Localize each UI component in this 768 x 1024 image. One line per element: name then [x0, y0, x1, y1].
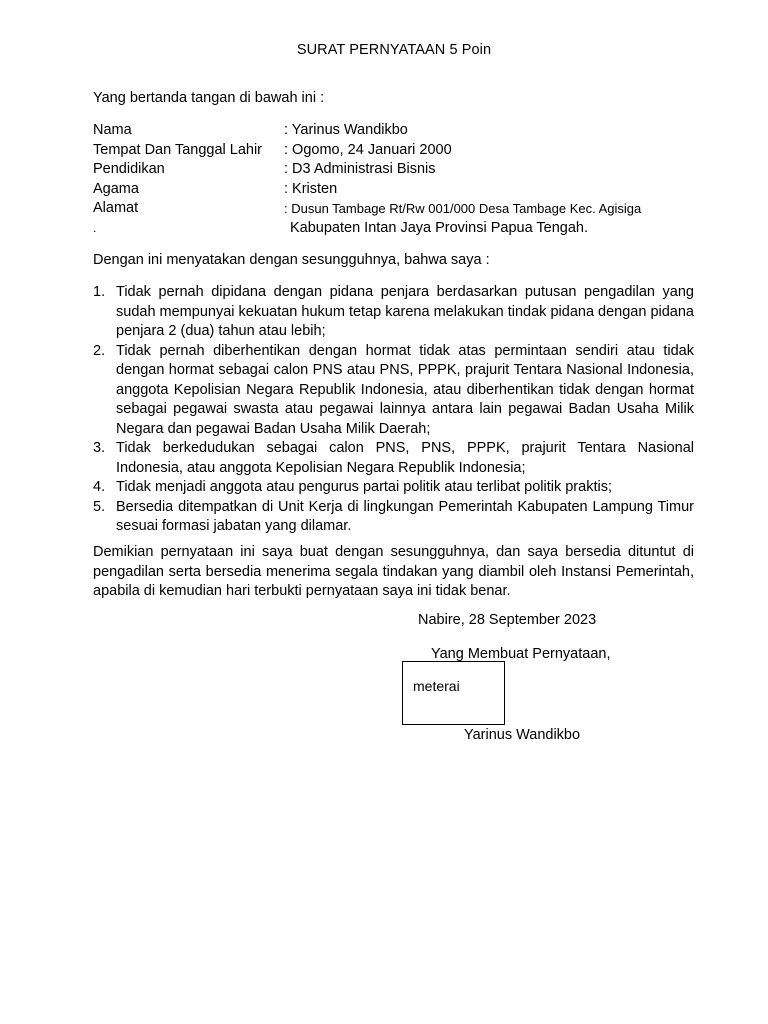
- identity-label: Nama: [93, 122, 132, 138]
- identity-value: : Yarinus Wandikbo: [284, 122, 408, 138]
- signer-name: Yarinus Wandikbo: [464, 727, 581, 743]
- identity-value: : Dusun Tambage Rt/Rw 001/000 Desa Tambage Kec. Agisiga: [284, 201, 642, 216]
- place-date: Nabire, 28 September 2023: [418, 612, 597, 628]
- statement-item: [93, 439, 694, 478]
- statement-item: [93, 498, 694, 537]
- address-dot: .: [93, 220, 97, 235]
- statement-item: [93, 283, 694, 342]
- maker-label: Yang Membuat Pernyataan,: [431, 646, 611, 662]
- identity-value: : D3 Administrasi Bisnis: [284, 161, 436, 177]
- statement-number: 3.: [93, 440, 106, 456]
- identity-value: : Ogomo, 24 Januari 2000: [284, 141, 452, 158]
- statement-number: 1.: [93, 284, 106, 300]
- statement-text: Tidak pernah dipidana dengan pidana penjara berdasarkan putusan pengadilan yang sudah mempunyai kekuatan hukum tetap karena melakukan tindak pidana dengan pidana penjara 2 (dua) tahun atau lebih;: [116, 284, 694, 339]
- identity-row-birth: [93, 141, 703, 161]
- statement-number: 4.: [93, 479, 106, 495]
- identity-label: Alamat: [93, 200, 139, 216]
- stamp-box: [402, 661, 505, 725]
- identity-row-name: [93, 121, 703, 141]
- statement-text: Bersedia ditempatkan di Unit Kerja di lingkungan Pemerintah Kabupaten Lampung Timur sesuai formasi jabatan yang dilamar.: [116, 498, 694, 534]
- statement-text: Tidak berkedudukan sebagai calon PNS, PNS, PPPK, prajurit Tentara Nasional Indonesia, atau anggota Kepolisian Negara Republik Indonesia;: [116, 440, 694, 476]
- identity-row-address-continued: [93, 219, 703, 239]
- document-title: SURAT PERNYATAAN 5 Poin: [296, 42, 492, 58]
- identity-label: Tempat Dan Tanggal Lahir: [93, 141, 263, 158]
- address-continuation: Kabupaten Intan Jaya Provinsi Papua Tengah.: [290, 219, 589, 236]
- identity-value: : Kristen: [284, 180, 338, 197]
- stamp-label: meterai: [413, 678, 460, 694]
- statement-list: [93, 283, 694, 537]
- statement-number: 2.: [93, 342, 106, 359]
- statement-item: [93, 478, 694, 498]
- identity-block: [93, 121, 703, 238]
- identity-label: Pendidikan: [93, 161, 165, 177]
- identity-row-education: [93, 160, 703, 180]
- statement-text: Tidak menjadi anggota atau pengurus partai politik atau terlibat politik praktis;: [116, 479, 612, 495]
- declaration-intro: Dengan ini menyatakan dengan sesungguhnya, bahwa saya :: [93, 252, 490, 268]
- intro-text: Yang bertanda tangan di bawah ini :: [93, 90, 325, 106]
- statement-item: [93, 342, 694, 440]
- statement-text: Tidak pernah diberhentikan dengan hormat tidak atas permintaan sendiri atau tidak dengan hormat sebagai calon PNS atau PNS, PPPK, prajurit Tentara Nasional Indonesia, anggota Kepolisian Negara Republik Indonesia, atau diberhentikan tidak dengan hormat sebagai pegawai swasta atau pegawai lainnya antara lain pegawai Badan Usaha Milik Negara dan pegawai Badan Usaha Milik Daerah;: [116, 342, 694, 437]
- closing-paragraph: Demikian pernyataan ini saya buat dengan sesungguhnya, dan saya bersedia dituntut di pengadilan serta bersedia menerima segala tindakan yang diambil oleh Instansi Pemerintah, apabila di kemudian hari terbukti pernyataan saya ini tidak benar.: [93, 544, 694, 599]
- statement-number: 5.: [93, 498, 106, 515]
- identity-row-religion: [93, 180, 703, 200]
- identity-row-address: [93, 199, 703, 219]
- identity-label: Agama: [93, 180, 139, 197]
